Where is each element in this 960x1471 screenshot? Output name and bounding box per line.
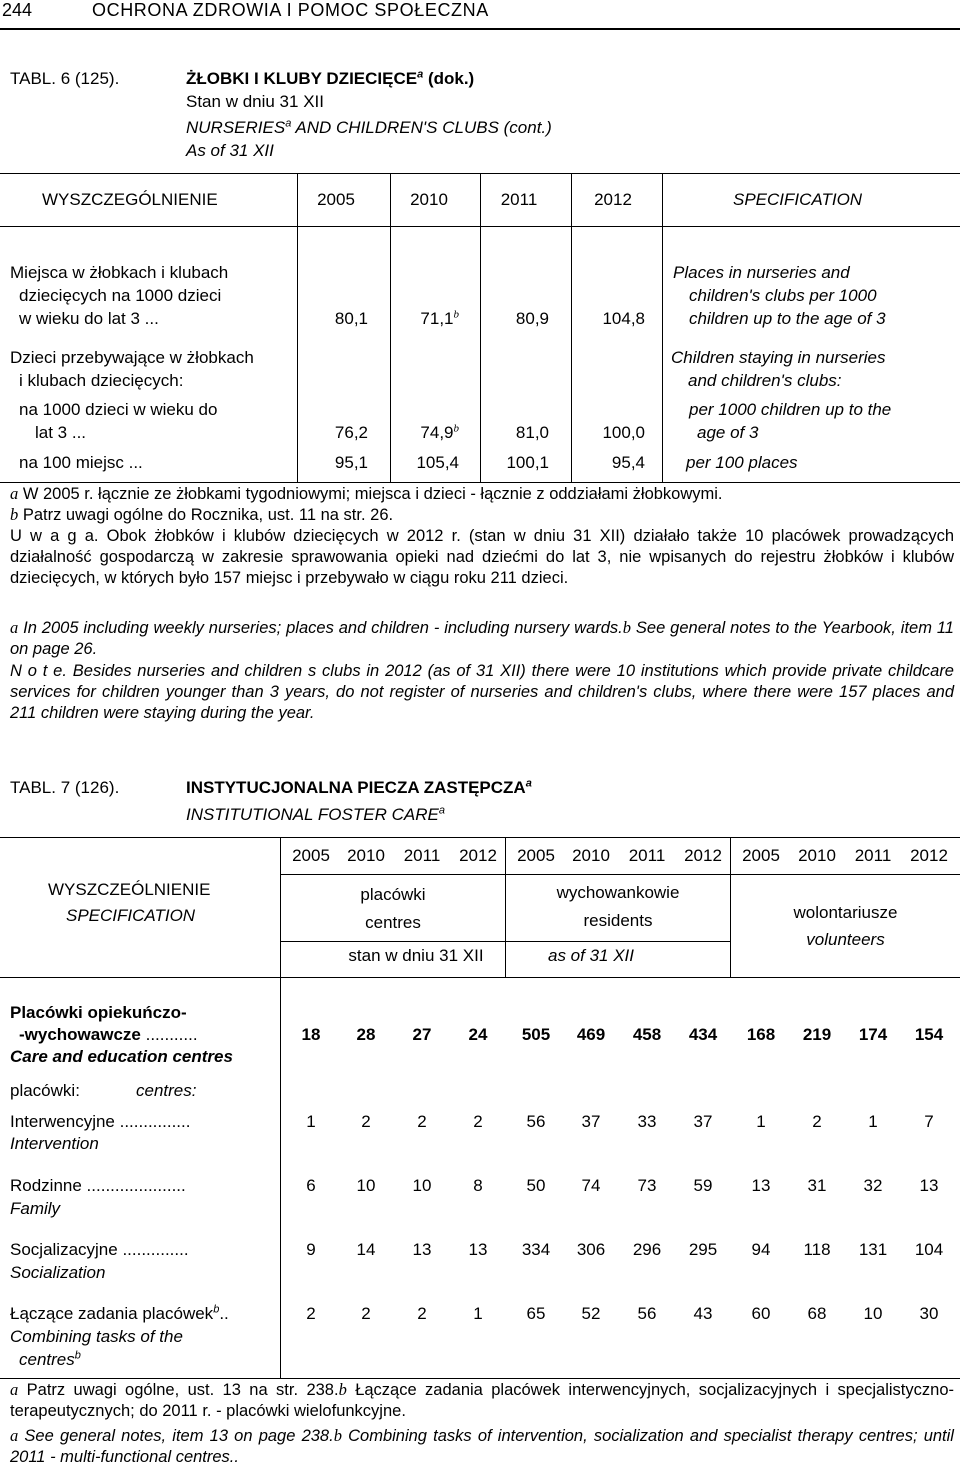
t7-year-col-10: 2011 xyxy=(854,846,892,865)
t7-r3-pl: Rodzinne ..................... xyxy=(10,1176,186,1195)
t6-r1-pl-2: dziecięcych na 1000 dzieci xyxy=(19,286,222,305)
table6-label: TABL. 6 (125). xyxy=(10,69,120,88)
t7-cell-r4-c2: 2 xyxy=(417,1304,427,1323)
t7-year-col-1: 2010 xyxy=(347,846,385,865)
t7-r2-pl: Interwencyjne ............... xyxy=(10,1112,191,1131)
t6-r4-v2005: 95,1 xyxy=(334,453,368,472)
t7-cell-r0-c4: 505 xyxy=(521,1025,551,1044)
t7-year-col-9: 2010 xyxy=(798,846,836,865)
table7-head-bottom-rule xyxy=(0,977,960,978)
t7-note-pl: a Patrz uwagi ogólne, ust. 13 na str. 238.b Łączące zadania placówek interwencyjnych, socjalizacyjnych i specjalistyczno-terapeutycznych; do 2011 r. - placówki wielofunkcyjne. xyxy=(10,1380,954,1420)
t7-cell-r2-c10: 32 xyxy=(863,1176,883,1195)
t6-note-en-ab: a In 2005 including weekly nurseries; places and children - including nursery wards.b See general notes to the Yearbook, item 11 on page 26. xyxy=(10,618,954,658)
t7-sub-en: centres: xyxy=(136,1081,197,1100)
t6-r1-v2011: 80,9 xyxy=(515,309,549,328)
t7-cell-r2-c4: 50 xyxy=(526,1176,546,1195)
t7-cell-r1-c3: 2 xyxy=(473,1112,483,1131)
t7-g3-en: volunteers xyxy=(806,930,885,949)
t7-cell-r0-c11: 154 xyxy=(914,1025,944,1044)
t7-year-col-2: 2011 xyxy=(403,846,441,865)
t6-r4-v2012: 95,4 xyxy=(611,453,645,472)
table6-head-left: WYSZCZEGÓLNIENIE xyxy=(42,190,218,209)
t7-g1-pl: placówki xyxy=(360,885,426,904)
header-rule xyxy=(0,28,960,30)
t7-cell-r2-c8: 13 xyxy=(751,1176,771,1195)
t7-r3-en: Family xyxy=(10,1199,61,1218)
t7-r5-en1: Combining tasks of the xyxy=(10,1327,183,1346)
t6-r1-en-2: children's clubs per 1000 xyxy=(689,286,877,305)
t7-cell-r0-c5: 469 xyxy=(576,1025,606,1044)
t7-cell-r3-c8: 94 xyxy=(751,1240,771,1259)
t7-cell-r3-c6: 296 xyxy=(632,1240,662,1259)
t7-r1-en: Care and education centres xyxy=(10,1047,233,1066)
t6-r1-en-3: children up to the age of 3 xyxy=(689,309,886,328)
t7-cell-r4-c0: 2 xyxy=(306,1304,316,1323)
t7-cell-r0-c3: 24 xyxy=(468,1025,488,1044)
t7-year-col-0: 2005 xyxy=(292,846,330,865)
t6-r1-pl-3: w wieku do lat 3 ... xyxy=(19,309,159,328)
t7-head-left-pl: WYSZCZEÓLNIENIE xyxy=(48,880,211,899)
t7-year-col-4: 2005 xyxy=(517,846,555,865)
t7-cell-r1-c7: 37 xyxy=(693,1112,713,1131)
t7-cell-r0-c10: 174 xyxy=(858,1025,888,1044)
t7-cell-r0-c0: 18 xyxy=(301,1025,321,1044)
t7-cell-r1-c6: 33 xyxy=(637,1112,657,1131)
table6-title-en: NURSERIES$^a$ AND CHILDREN'S CLUBS (cont.) xyxy=(186,117,552,137)
t7-cell-r1-c0: 1 xyxy=(306,1112,316,1131)
t7-cell-r2-c0: 6 xyxy=(306,1176,316,1195)
t7-cell-r1-c11: 7 xyxy=(924,1112,934,1131)
t6-r4-v2011: 100,1 xyxy=(506,453,549,472)
table7-label: TABL. 7 (126). xyxy=(10,778,120,797)
page-number: 244 xyxy=(2,0,33,20)
t7-sub-pl: placówki: xyxy=(10,1081,80,1100)
t7-cell-r1-c2: 2 xyxy=(417,1112,427,1131)
t7-cell-r3-c0: 9 xyxy=(306,1240,316,1259)
t6-r1-v2012: 104,8 xyxy=(602,309,645,328)
t7-year-col-7: 2012 xyxy=(684,846,722,865)
table6-year-2012: 2012 xyxy=(594,190,632,209)
t7-asof-en: as of 31 XII xyxy=(548,946,634,965)
t7-cell-r1-c9: 2 xyxy=(812,1112,822,1131)
t6-r3-v2011: 81,0 xyxy=(515,423,549,442)
t7-cell-r2-c6: 73 xyxy=(637,1176,657,1195)
t6-r2-en-1: Children staying in nurseries xyxy=(671,348,886,367)
t6-note-b-pl: b Patrz uwagi ogólne do Rocznika, ust. 11 na str. 26. xyxy=(10,505,394,524)
t6-note-en-note: N o t e. Besides nurseries and children s clubs in 2012 (as of 31 XII) there were 10 institutions which provide private childcare services for children younger than 3 years, do not register of nurseries and children's clubs, where there were 157 places and 211 children were staying during the year. xyxy=(10,662,954,722)
t7-cell-r0-c8: 168 xyxy=(746,1025,776,1044)
t6-r1-v2005: 80,1 xyxy=(334,309,368,328)
t6-r3-v2005: 76,2 xyxy=(334,423,368,442)
t7-cell-r1-c10: 1 xyxy=(868,1112,878,1131)
t6-note-a-pl: a W 2005 r. łącznie ze żłobkami tygodniowymi; miejsca i dzieci - łącznie z oddziałami żłobkowymi. xyxy=(10,484,723,503)
t6-r3-v2012: 100,0 xyxy=(602,423,645,442)
table7-top-rule xyxy=(0,837,960,838)
table6-year-2010: 2010 xyxy=(410,190,448,209)
t7-g1-en: centres xyxy=(365,913,421,932)
t7-r5-en2: centres$^b$ xyxy=(19,1349,81,1369)
t6-r1-en-1: Places in nurseries and xyxy=(673,263,850,282)
t6-r1-v2010: 71,1$^b$ xyxy=(420,308,459,328)
t7-r4-en: Socialization xyxy=(10,1263,106,1282)
t6-r3-pl-2: lat 3 ... xyxy=(35,423,87,442)
t7-cell-r0-c7: 434 xyxy=(688,1025,718,1044)
t7-cell-r2-c11: 13 xyxy=(919,1176,939,1195)
t7-cell-r4-c1: 2 xyxy=(361,1304,371,1323)
t7-note-en: a See general notes, item 13 on page 238.b Combining tasks of intervention, socialization and specialist therapy centres; until 2011 - multi-functional centres.. xyxy=(10,1426,954,1466)
t7-r2-en: Intervention xyxy=(10,1134,99,1153)
t7-cell-r3-c11: 104 xyxy=(914,1240,944,1259)
t6-r3-v2010: 74,9$^b$ xyxy=(420,422,459,442)
table6-subtitle-en: As of 31 XII xyxy=(186,141,274,160)
t7-cell-r3-c10: 131 xyxy=(858,1240,888,1259)
t7-cell-r0-c1: 28 xyxy=(356,1025,376,1044)
t7-year-col-11: 2012 xyxy=(910,846,948,865)
table7-title-pl: INSTYTUCJONALNA PIECZA ZASTĘPCZA$^a$ xyxy=(186,777,532,797)
t6-vline-4 xyxy=(571,174,572,482)
t6-r3-en-2: age of 3 xyxy=(697,423,759,442)
t7-year-col-6: 2011 xyxy=(628,846,666,865)
t7-cell-r2-c1: 10 xyxy=(356,1176,376,1195)
table6-title-pl: ŻŁOBKI I KLUBY DZIECIĘCE$^a$ (dok.) xyxy=(186,68,475,88)
t6-r3-pl-1: na 1000 dzieci w wieku do xyxy=(19,400,218,419)
t7-cell-r2-c7: 59 xyxy=(693,1176,713,1195)
t6-r2-pl-1: Dzieci przebywające w żłobkach xyxy=(10,348,254,367)
t6-r4-v2010: 105,4 xyxy=(416,453,459,472)
t7-cell-r2-c3: 8 xyxy=(473,1176,483,1195)
t7-cell-r3-c2: 13 xyxy=(412,1240,432,1259)
t6-note-uwaga: U w a g a. Obok żłobków i klubów dziecięcych w 2012 r. (stan w dniu 31 XII) działało także 10 placówek prowadzących działalność gospodarczą w zakresie sprawowania opieki nad dziećmi do lat 3, nie wpisanych do rejestru żłobków i klubów dziecięcych, w których było 157 miejsc i przebywało w ciągu roku 211 dzieci. xyxy=(10,527,954,587)
table6-year-2011: 2011 xyxy=(500,190,538,209)
t7-cell-r0-c6: 458 xyxy=(632,1025,662,1044)
table6-head-right: SPECIFICATION xyxy=(733,190,863,209)
t7-cell-r0-c2: 27 xyxy=(412,1025,432,1044)
t7-year-col-5: 2010 xyxy=(572,846,610,865)
t7-cell-r4-c5: 52 xyxy=(581,1304,601,1323)
t7-asof-pl: stan w dniu 31 XII xyxy=(348,946,484,965)
t7-cell-r0-c9: 219 xyxy=(802,1025,832,1044)
t7-cell-r3-c1: 14 xyxy=(356,1240,376,1259)
t7-cell-r3-c9: 118 xyxy=(803,1240,831,1259)
t7-g3-pl: wolontariusze xyxy=(793,903,898,922)
t7-cell-r4-c8: 60 xyxy=(751,1304,771,1323)
running-title: OCHRONA ZDROWIA I POMOC SPOŁECZNA xyxy=(92,0,489,20)
t7-cell-r4-c6: 56 xyxy=(637,1304,657,1323)
t7-year-col-3: 2012 xyxy=(459,846,497,865)
t6-vline-3 xyxy=(480,174,481,482)
t7-g2-pl: wychowankowie xyxy=(556,883,680,902)
table7-title-en: INSTITUTIONAL FOSTER CARE$^a$ xyxy=(186,804,445,824)
t7-cell-r4-c11: 30 xyxy=(919,1304,939,1323)
t7-cell-r4-c10: 10 xyxy=(863,1304,883,1323)
t7-asof-rule xyxy=(281,941,730,942)
t7-cell-r3-c4: 334 xyxy=(521,1240,551,1259)
t7-cell-r4-c3: 1 xyxy=(473,1304,483,1323)
t7-years-rule xyxy=(281,874,960,875)
t6-vline-5 xyxy=(662,174,663,482)
t6-r4-en: per 100 places xyxy=(686,453,798,472)
t7-cell-r1-c5: 37 xyxy=(581,1112,601,1131)
t6-r4-pl: na 100 miejsc ... xyxy=(19,453,143,472)
t7-r1-pl2: -wychowawcze ........... xyxy=(19,1025,198,1044)
t7-cell-r4-c7: 43 xyxy=(693,1304,713,1323)
table6-year-2005: 2005 xyxy=(317,190,355,209)
t7-cell-r4-c4: 65 xyxy=(526,1304,546,1323)
table6-subtitle-pl: Stan w dniu 31 XII xyxy=(186,92,324,111)
t7-cell-r2-c5: 74 xyxy=(581,1176,601,1195)
t7-cell-r3-c5: 306 xyxy=(576,1240,606,1259)
t7-head-left-en: SPECIFICATION xyxy=(66,906,196,925)
t7-r4-pl: Socjalizacyjne .............. xyxy=(10,1240,189,1259)
t6-r2-pl-2: i klubach dziecięcych: xyxy=(19,371,184,390)
t7-cell-r2-c2: 10 xyxy=(412,1176,432,1195)
t6-r1-pl-1: Miejsca w żłobkach i klubach xyxy=(10,263,229,282)
t7-year-col-8: 2005 xyxy=(742,846,780,865)
t7-cell-r4-c9: 68 xyxy=(807,1304,827,1323)
t6-vline-2 xyxy=(390,174,391,482)
t6-r3-en-1: per 1000 children up to the xyxy=(689,400,892,419)
t7-cell-r3-c3: 13 xyxy=(468,1240,488,1259)
t7-r5-pl: Łączące zadania placówek$^b$.. xyxy=(10,1303,229,1323)
t7-cell-r1-c8: 1 xyxy=(756,1112,766,1131)
t7-cell-r1-c1: 2 xyxy=(361,1112,371,1131)
t7-r1-pl1: Placówki opiekuńczo- xyxy=(10,1003,187,1022)
t7-cell-r2-c9: 31 xyxy=(807,1176,827,1195)
t6-vline-1 xyxy=(297,174,298,482)
t7-cell-r3-c7: 295 xyxy=(688,1240,718,1259)
t7-g2-en: residents xyxy=(583,911,653,930)
t6-r2-en-2: and children's clubs: xyxy=(688,371,842,390)
t7-cell-r1-c4: 56 xyxy=(526,1112,546,1131)
